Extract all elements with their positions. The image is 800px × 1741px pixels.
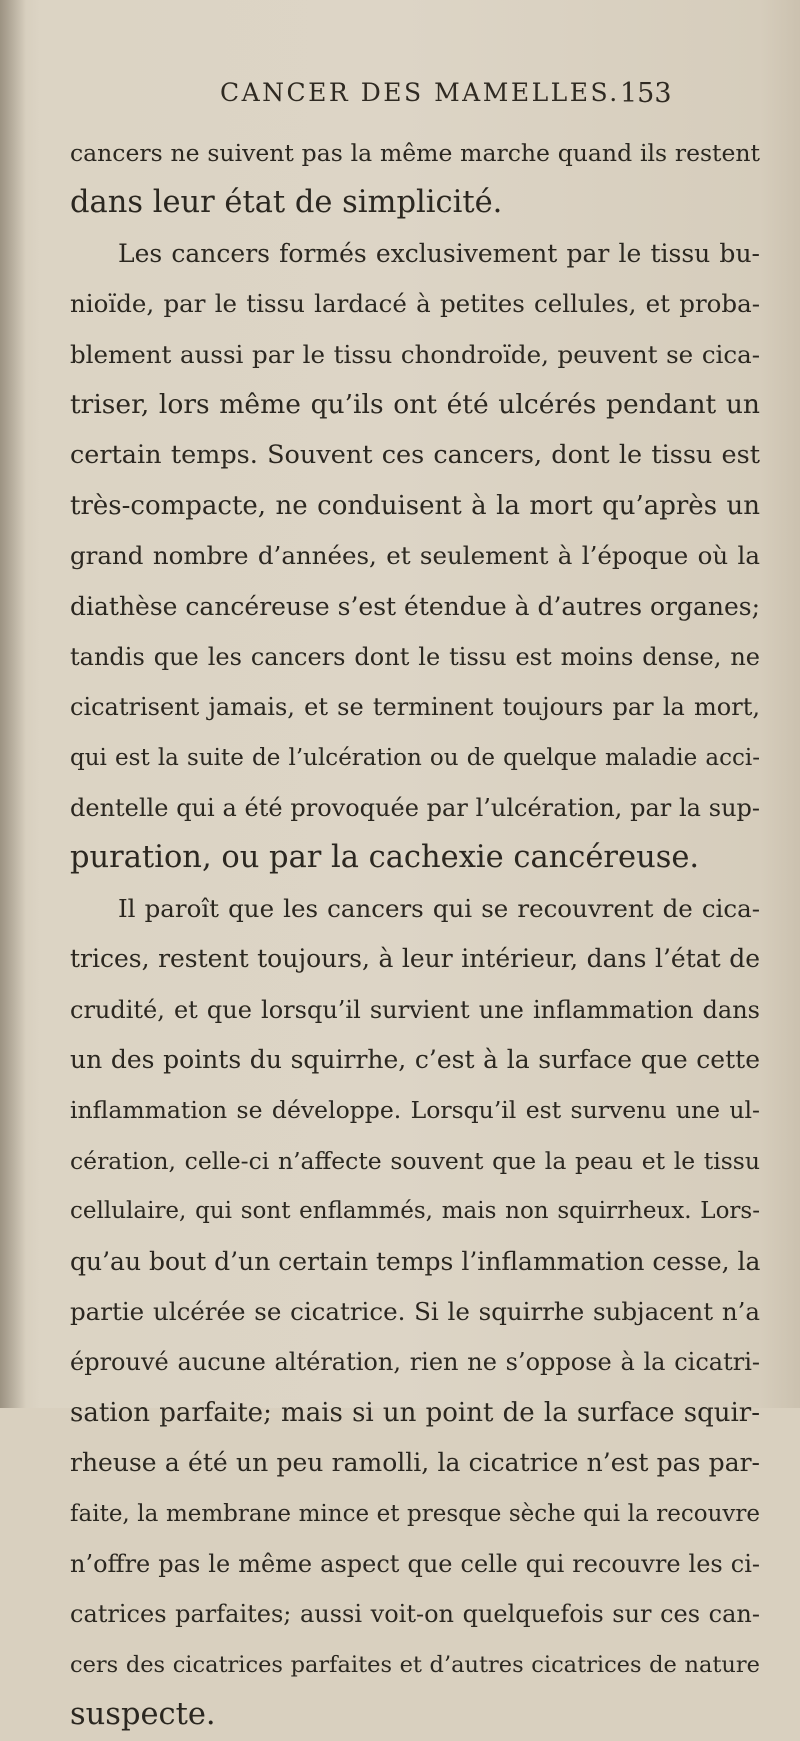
text-line: triser, lors même qu’ils ont été ulcérés pendant un bbox=[70, 388, 760, 420]
text-line: dans leur état de simplicité. bbox=[70, 185, 503, 221]
text-line: puration, ou par la cachexie cancéreuse. bbox=[70, 840, 700, 876]
text-line: n’offre pas le même aspect que celle qui recouvre les ci- bbox=[70, 1549, 760, 1578]
page-number: 153 bbox=[620, 78, 672, 109]
text-line: très-compacte, ne conduisent à la mort qu’après un bbox=[70, 490, 760, 521]
text-line: suspecte. bbox=[70, 1697, 216, 1733]
text-line: catrices parfaites; aussi voit-on quelquefois sur ces can- bbox=[70, 1600, 760, 1629]
running-title: CANCER DES MAMELLES. bbox=[220, 78, 620, 107]
text-line: diathèse cancéreuse s’est étendue à d’autres organes; bbox=[70, 591, 761, 621]
text-line: éprouvé aucune altération, rien ne s’oppose à la cicatri- bbox=[70, 1348, 760, 1377]
text-line: Les cancers formés exclusivement par le tissu bu- bbox=[118, 238, 760, 268]
text-line: qu’au bout d’un certain temps l’inflammation cesse, la bbox=[70, 1246, 761, 1276]
text-line: faite, la membrane mince et presque sèche qui la recouvre bbox=[70, 1500, 760, 1527]
text-line: cers des cicatrices parfaites et d’autres cicatrices de nature bbox=[70, 1651, 760, 1678]
text-line: inflammation se développe. Lorsqu’il est survenu une ul- bbox=[70, 1096, 760, 1125]
page-header bbox=[200, 78, 672, 118]
text-line: trices, restent toujours, à leur intérieur, dans l’état de bbox=[70, 944, 760, 974]
text-line: grand nombre d’années, et seulement à l’époque où la bbox=[70, 541, 760, 571]
text-line: qui est la suite de l’ulcération ou de quelque maladie acci- bbox=[70, 744, 760, 771]
text-line: blement aussi par le tissu chondroïde, peuvent se cica- bbox=[70, 339, 760, 369]
text-line: cicatrisent jamais, et se terminent toujours par la mort, bbox=[70, 693, 760, 722]
text-line: crudité, et que lorsqu’il survient une inflammation dans bbox=[70, 995, 760, 1024]
text-line: Il paroît que les cancers qui se recouvrent de cica- bbox=[118, 893, 760, 923]
text-line: partie ulcérée se cicatrice. Si le squirrhe subjacent n’a bbox=[70, 1296, 760, 1326]
text-line: nioïde, par le tissu lardacé à petites cellules, et proba- bbox=[70, 289, 760, 319]
text-line: cération, celle-ci n’affecte souvent que la peau et le tissu bbox=[70, 1146, 760, 1175]
page-gutter-shadow bbox=[0, 0, 26, 1408]
text-line: certain temps. Souvent ces cancers, dont le tissu est bbox=[70, 440, 760, 471]
text-line: sation parfaite; mais si un point de la surface squir- bbox=[70, 1397, 760, 1428]
text-line: tandis que les cancers dont le tissu est moins dense, ne bbox=[70, 642, 760, 671]
text-line: un des points du squirrhe, c’est à la surface que cette bbox=[70, 1045, 760, 1075]
body-text bbox=[70, 128, 760, 1741]
text-line: cancers ne suivent pas la même marche quand ils restent bbox=[70, 139, 760, 167]
text-line: rheuse a été un peu ramolli, la cicatrice n’est pas par- bbox=[70, 1448, 760, 1478]
text-line: dentelle qui a été provoquée par l’ulcération, par la sup- bbox=[70, 794, 760, 823]
text-line: cellulaire, qui sont enflammés, mais non squirrheux. Lors- bbox=[70, 1198, 760, 1225]
